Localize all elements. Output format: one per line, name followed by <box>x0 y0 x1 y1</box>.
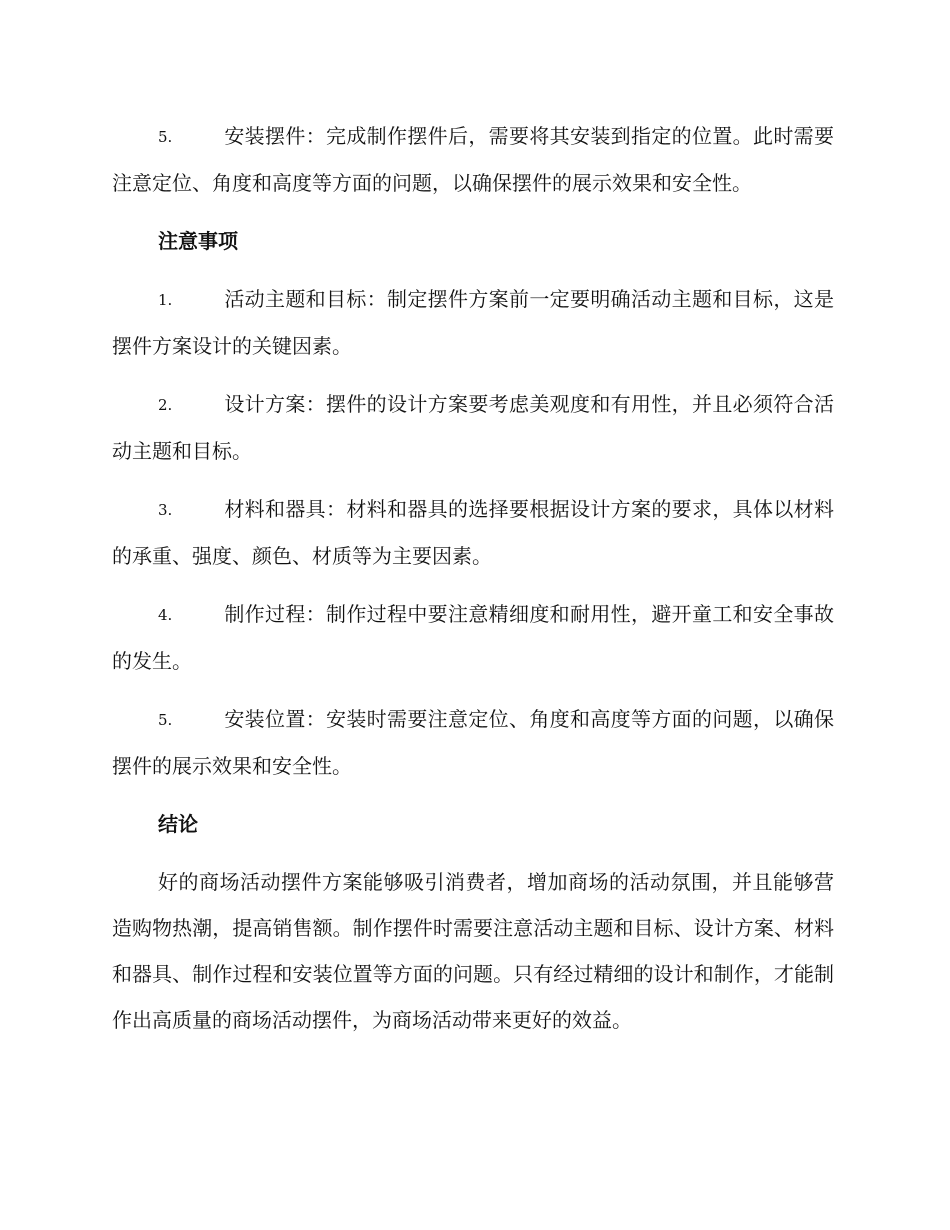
section-heading-conclusion: 结论 <box>158 812 198 836</box>
list-number: 5. <box>158 128 173 146</box>
list-item <box>112 486 834 579</box>
list-item <box>112 696 834 789</box>
list-number: 1. <box>158 291 173 309</box>
list-item <box>112 276 834 369</box>
document-body <box>112 113 834 1055</box>
list-number: 4. <box>158 606 173 624</box>
list-text: 活动主题和目标：制定摆件方案前一定要明确活动主题和目标，这是摆件方案设计的关键因素。 <box>112 287 834 358</box>
conclusion-paragraph: 好的商场活动摆件方案能够吸引消费者，增加商场的活动氛围，并且能够营造购物热潮，提高销售额。制作摆件时需要注意活动主题和目标、设计方案、材料和器具、制作过程和安装位置等方面的问题。只有经过精细的设计和制作，才能制作出高质量的商场活动摆件，为商场活动带来更好的效益。 <box>112 870 834 1032</box>
list-text: 材料和器具：材料和器具的选择要根据设计方案的要求，具体以材料的承重、强度、颜色、材质等为主要因素。 <box>112 497 834 568</box>
list-number: 3. <box>158 501 173 519</box>
list-number: 5. <box>158 711 173 729</box>
list-text: 安装位置：安装时需要注意定位、角度和高度等方面的问题，以确保摆件的展示效果和安全性。 <box>112 707 834 778</box>
list-text: 制作过程：制作过程中要注意精细度和耐用性，避开童工和安全事故的发生。 <box>112 602 834 673</box>
list-item-install <box>112 113 834 206</box>
list-number: 2. <box>158 396 173 414</box>
list-text: 设计方案：摆件的设计方案要考虑美观度和有用性，并且必须符合活动主题和目标。 <box>112 392 834 463</box>
list-text: 安装摆件：完成制作摆件后，需要将其安装到指定的位置。此时需要注意定位、角度和高度等方面的问题，以确保摆件的展示效果和安全性。 <box>112 124 834 195</box>
section-heading-notes: 注意事项 <box>158 229 238 253</box>
list-item <box>112 591 834 684</box>
list-item <box>112 381 834 474</box>
